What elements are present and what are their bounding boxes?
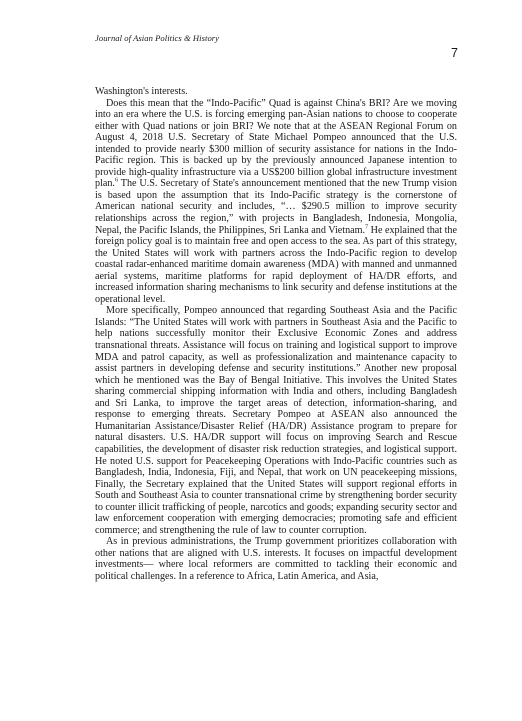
footnote-ref-7[interactable]: 7	[365, 223, 369, 231]
paragraph-4: As in previous administrations, the Trump government prioritizes collaboration with other nations that are aligned with U.S. interests. It focuses on impactful development investments— where local reformers are committed to tackling their economic and political challenges. In a reference to Africa, Latin America, and Asia,	[95, 536, 457, 582]
page-number: 7	[451, 46, 458, 60]
article-body	[95, 86, 457, 583]
paragraph-2-part-c: He explained that the foreign policy goal is to maintain free and open access to the sea. As part of this strategy, the United States will work with partners across the Indo-Pacific region to develop coastal radar-enhanced maritime domain awareness (MDA) with manned and unmanned aerial systems, maritime platforms for rapid deployment of HA/DR efforts, and increased information sharing mechanisms to link security and defense institutions at the operational level.	[95, 224, 457, 305]
paragraph-3: More specifically, Pompeo announced that regarding Southeast Asia and the Pacific Islands: “The United States will work with partners in Southeast Asia and the Pacific to help nations successfully monitor their Exclusive Economic Zones and address transnational threats. Assistance will focus on training and logistical support to improve MDA and patrol capacity, as well as professionalization and maintenance capacity to assist partners in developing defense and security institutions.” Another new proposal which he mentioned was the Bay of Bengal Initiative. This involves the United States sharing commercial shipping information with India and others, including Bangladesh and Sri Lanka, to improve the target areas of detection, information-sharing, and response to emerging threats. Secretary Pompeo at ASEAN also announced the Humanitarian Assistance/Disaster Relief (HA/DR) Assistance program to prepare for natural disasters. U.S. HA/DR support will focus on improving Search and Rescue capabilities, the development of disaster risk reduction strategies, and logistical support. He noted U.S. support for Peacekeeping Operations with Indo-Pacific countries such as Bangladesh, India, Indonesia, Fiji, and Nepal, that work on UN peacekeeping missions, Finally, the Secretary explained that the United States will support regional efforts in South and Southeast Asia to counter transnational crime by strengthening border security to counter illicit trafficking of people, narcotics and goods; expanding security sector and law enforcement cooperation with emerging democracies; promoting safe and efficient commerce; and strengthening the rule of law to counter corruption.	[95, 305, 457, 536]
paragraph-2-part-b: The U.S. Secretary of State's announcement mentioned that the new Trump vision is based upon the assumption that its Indo-Pacific strategy is the cornerstone of American national security and includes, “… $290.5 million to improve security relationships across the region,” with projects in Bangladesh, Indonesia, Mongolia, Nepal, the Pacific Islands, the Philippines, Sri Lanka and Vietnam.	[95, 178, 457, 236]
paragraph-2-part-a: Does this mean that the “Indo-Pacific” Quad is against China's BRI? Are we moving into an era where the U.S. is forcing emerging pan-Asian nations to choose to cooperate either with Quad nations or join BRI? We note that at the ASEAN Regional Forum on August 4, 2018 U.S. Secretary of State Michael Pompeo announced that the U.S. intended to provide nearly $300 million of security assistance for nations in the Indo-Pacific region. This is backed up by the previously announced Japanese intention to provide high-quality infrastructure via a US$200 billion global infrastructure investment plan.	[95, 97, 457, 190]
footnote-ref-6[interactable]: 6	[114, 177, 119, 184]
running-head-journal-title: Journal of Asian Politics & History	[95, 33, 220, 43]
paragraph-1: Washington's interests.	[95, 86, 188, 97]
paragraph-2	[95, 98, 457, 306]
